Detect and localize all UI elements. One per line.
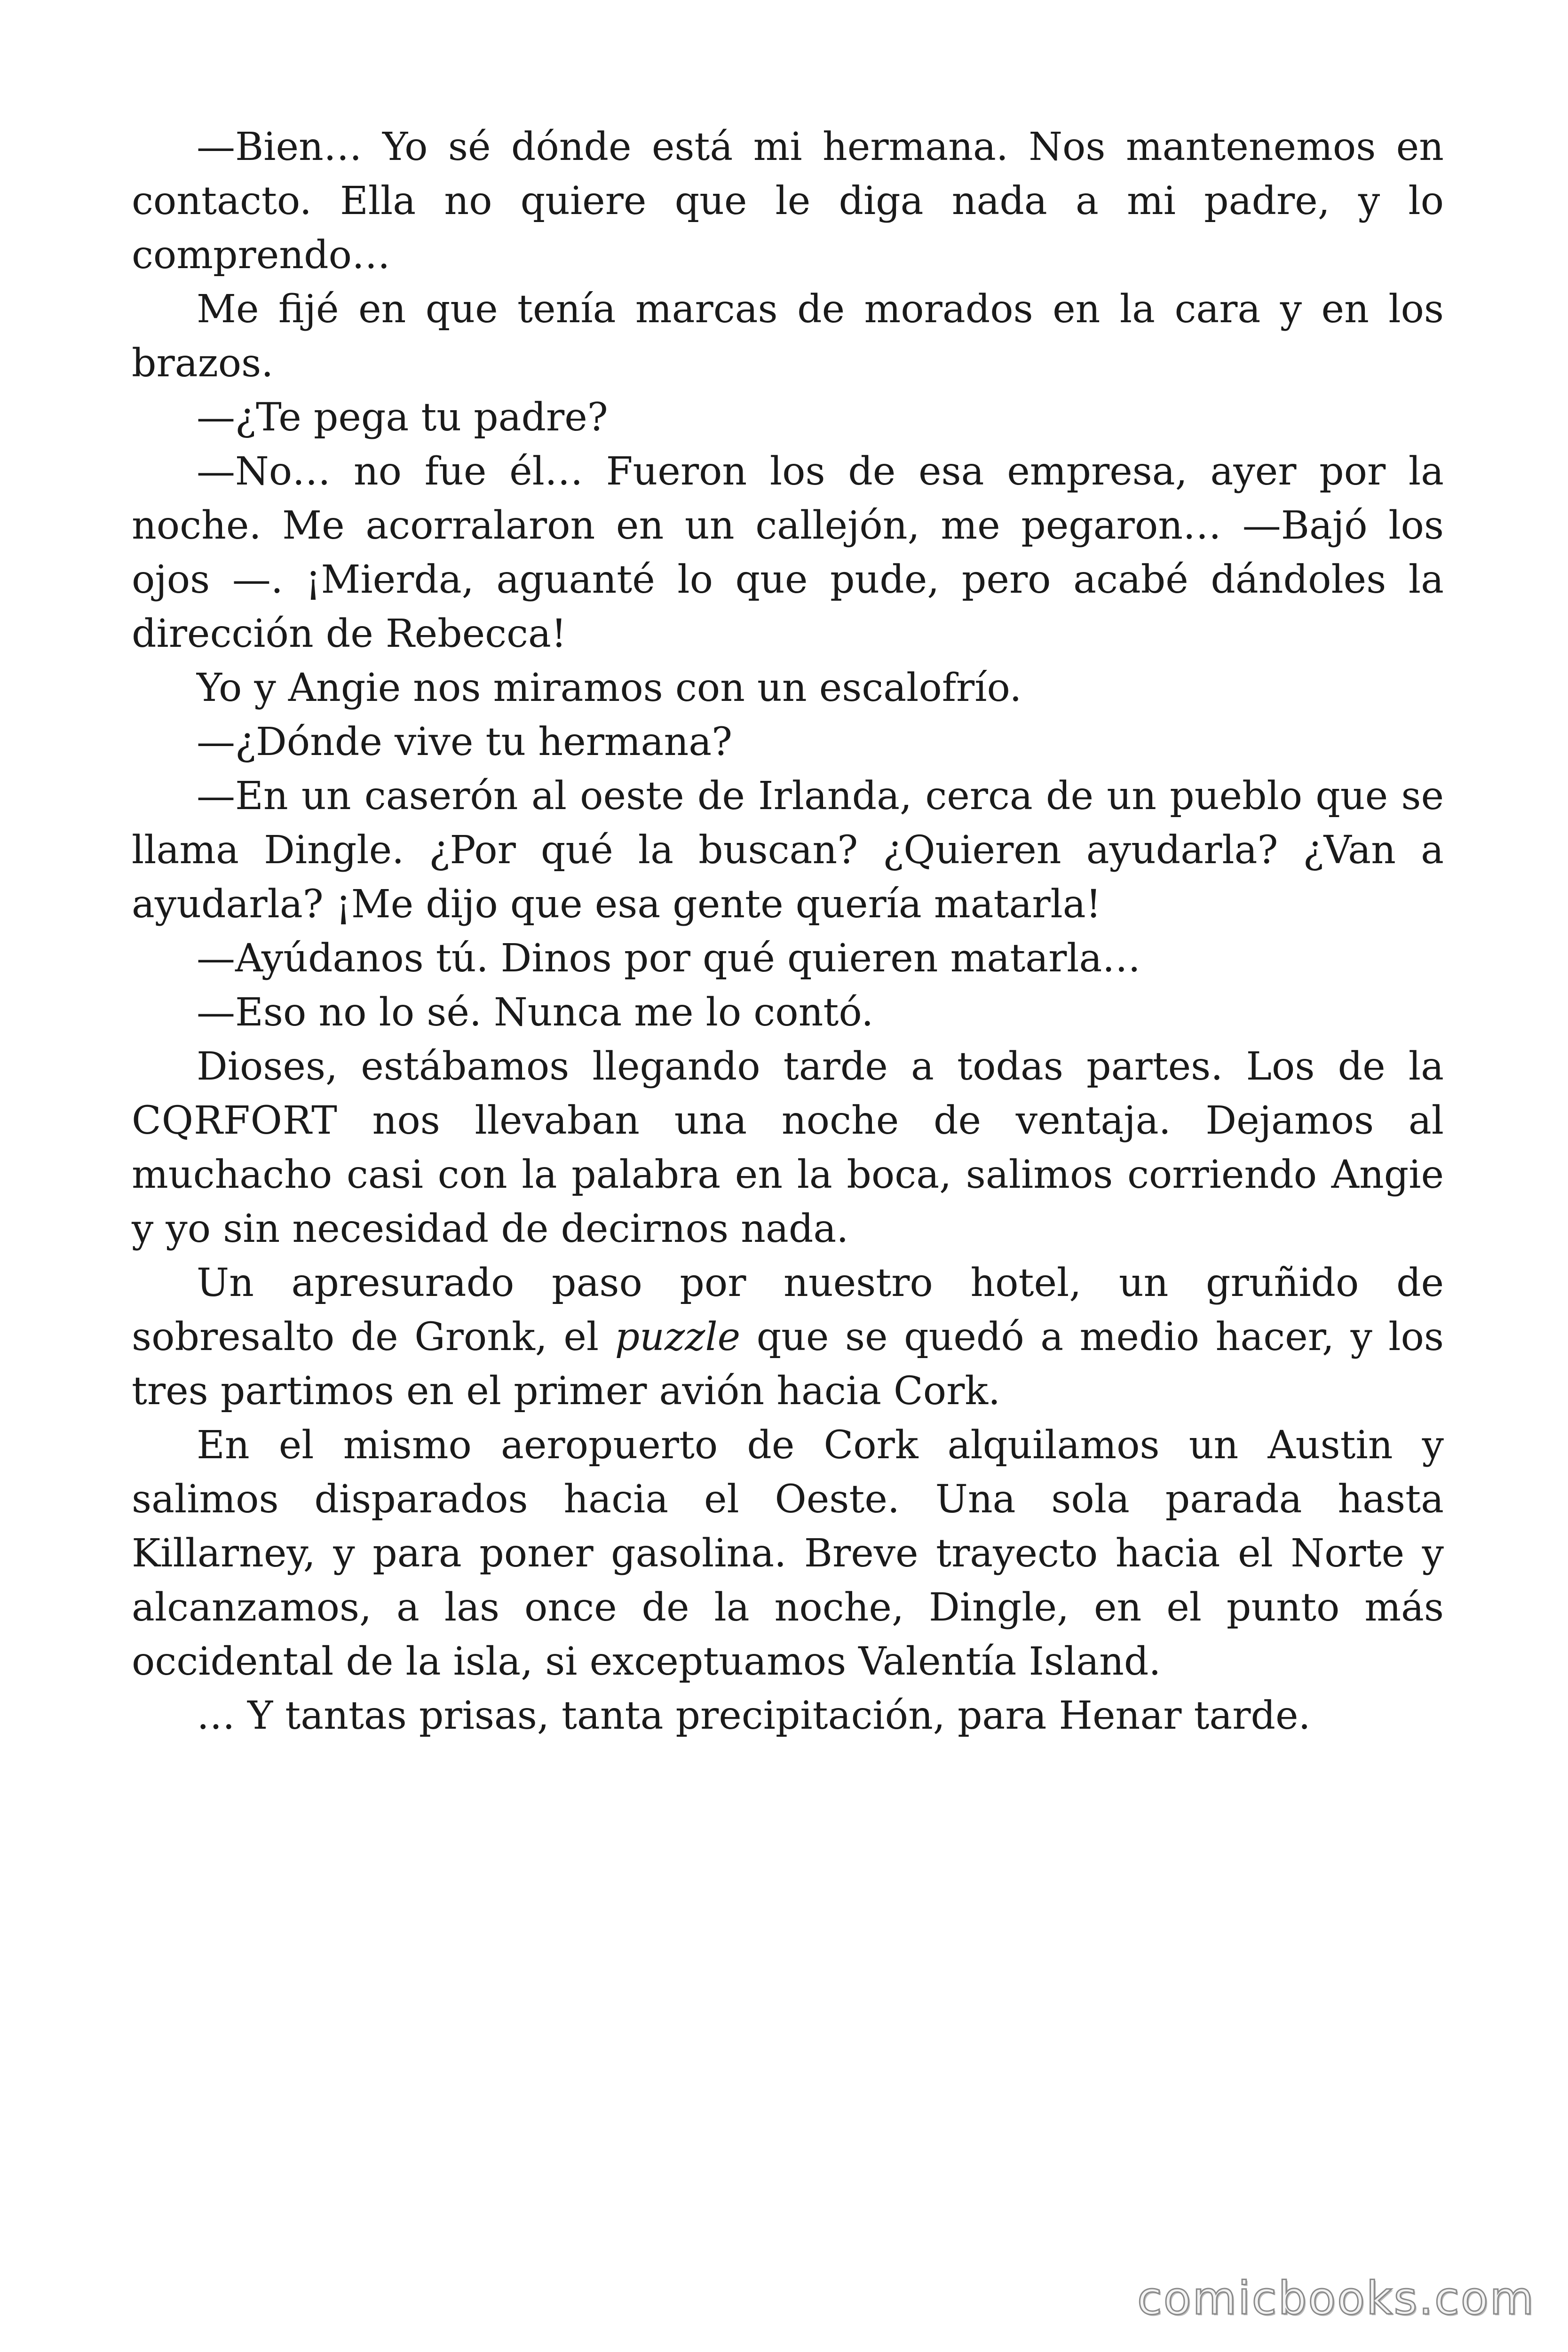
paragraph-8: —Ayúdanos tú. Dinos por qué quieren matarla… (197, 936, 1141, 981)
paragraph-11-after: que se quedó a medio hacer, y los tres partimos en el primer avión hacia Cork. (132, 1315, 1444, 1414)
paragraph-13: … Y tantas prisas, tanta precipitación, para Henar tarde. (197, 1693, 1311, 1738)
paragraph-6: —¿Dónde vive tu hermana? (197, 720, 733, 764)
body-text (132, 120, 1444, 1743)
italic-word: puzzle (615, 1315, 741, 1359)
paragraph-12: En el mismo aeropuerto de Cork alquilamos un Austin y salimos disparados hacia el Oeste. Una sola parada hasta Killarney, y para poner gasolina. Breve trayecto hacia el Norte y alcanzamos, a las once de la noche, Dingle, en el punto más occidental de la isla, si exceptuamos Valentía Island. (132, 1423, 1444, 1684)
paragraph-4: —No… no fue él… Fueron los de esa empresa, ayer por la noche. Me acorralaron en un callejón, me pegaron… —Bajó los ojos —. ¡Mierda, aguanté lo que pude, pero acabé dándoles la dirección de Rebecca! (132, 449, 1444, 656)
company-name: CQRFORT (132, 1098, 338, 1143)
paragraph-3: —¿Te pega tu padre? (197, 395, 608, 440)
paragraph-7: —En un caserón al oeste de Irlanda, cerca de un pueblo que se llama Dingle. ¿Por qué la buscan? ¿Quieren ayudarla? ¿Van a ayudarla? ¡Me dijo que esa gente quería matarla! (132, 774, 1444, 927)
paragraph-1: —Bien… Yo sé dónde está mi hermana. Nos mantenemos en contacto. Ella no quiere que le diga nada a mi padre, y lo comprendo… (132, 125, 1444, 278)
paragraph-10-after: nos llevaban una noche de ventaja. Dejamos al muchacho casi con la palabra en la boca, salimos corriendo Angie y yo sin necesidad de decirnos nada. (132, 1098, 1444, 1251)
watermark: comicbooks.com (1137, 2272, 1535, 2325)
paragraph-11 (132, 1256, 1444, 1418)
paragraph-2: Me fijé en que tenía marcas de morados en la cara y en los brazos. (132, 287, 1444, 386)
paragraph-5: Yo y Angie nos miramos con un escalofrío. (197, 666, 1022, 710)
paragraph-11-before: Un apresurado paso por nuestro hotel, un gruñido de sobresalto de Gronk, el (132, 1261, 1444, 1359)
paragraph-9: —Eso no lo sé. Nunca me lo contó. (197, 990, 874, 1035)
paragraph-10 (132, 1040, 1444, 1256)
paragraph-10-before: Dioses, estábamos llegando tarde a todas partes. Los de la (197, 1044, 1444, 1089)
